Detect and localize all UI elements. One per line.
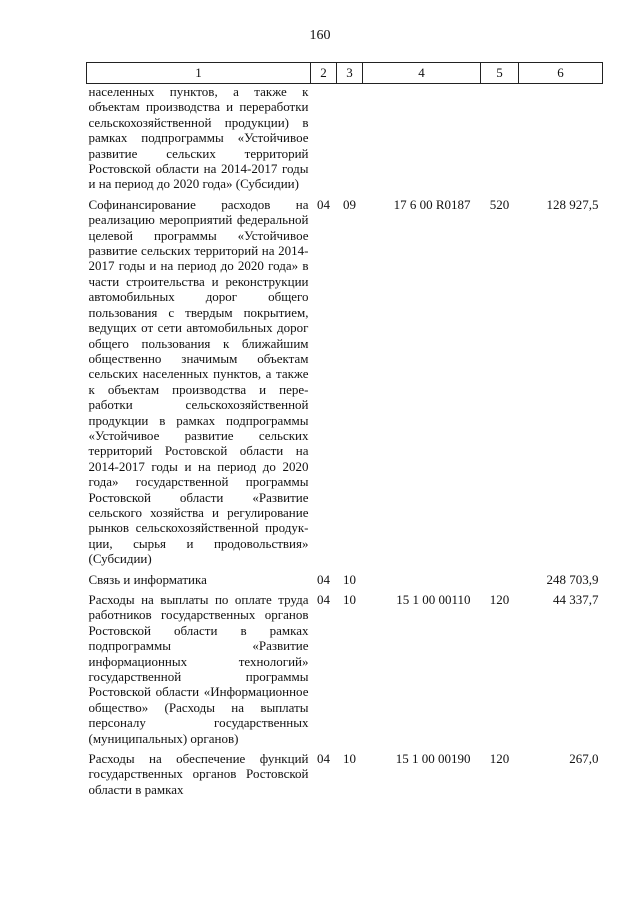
row-expense-type	[481, 572, 519, 592]
row-expense-type: 120	[489, 592, 510, 607]
row-description: Расходы на выплаты по оплате труда работников государственных органов Ростовской области в рамках подпрограммы «Развитие информационных технологий» государственной программы Ростовской области «Информационное общество» (Расходы на выплаты персоналу государственных (муниципальных) органов)	[88, 592, 309, 746]
row-expense-type: 520	[489, 196, 510, 212]
row-subsection	[337, 84, 363, 197]
row-target-article	[363, 572, 481, 592]
row-section: 04	[317, 592, 330, 607]
row-subsection: 09	[343, 196, 356, 212]
row-target-article: 17 6 00 R0187	[393, 196, 471, 212]
row-description: Софинансирование расходов на реализацию мероприятий федеральной целевой программы «Устойчивое развитие сельских территорий на 2014-2017 годы и на период до 2020 года» в части строительства и реконструкции автомобильных дорог общего пользования с твердым покрытием, ведущих от сети автомобильных дорог общего пользования к ближайшим общественно значимым объектам сельских населенных пунктов, а также к объектам производства и переработки сельскохозяйственной продукции в рамках подпрограммы «Устойчивое развитие сельских территорий Ростовской области на 2014-2017 годы и на период до 2020 года» государственной программы Ростовской области «Развитие сельского хозяйства и регулирование рынков сельскохозяйственной продукции, сырья и продовольствия» (Субсидии)	[88, 196, 309, 567]
row-amount	[519, 84, 603, 197]
column-header-5: 5	[481, 63, 519, 84]
row-description: Связь и информатика	[88, 571, 207, 587]
row-section: 04	[317, 196, 330, 212]
page-number: 160	[309, 28, 331, 43]
row-target-article: 15 1 00 00110	[396, 592, 471, 607]
row-target-article	[363, 84, 481, 197]
row-subsection: 10	[343, 571, 356, 587]
table-row	[87, 197, 603, 572]
row-description: Расходы на обеспечение функций государственных органов Ростовской области в рамках	[88, 751, 309, 797]
column-header-3: 3	[337, 63, 363, 84]
row-subsection: 10	[343, 751, 356, 767]
column-header-2: 2	[311, 63, 337, 84]
row-amount: 248 703,9	[546, 571, 599, 587]
row-amount: 44 337,7	[553, 592, 599, 607]
row-subsection: 10	[343, 592, 356, 607]
row-section	[311, 84, 337, 197]
table-row	[87, 572, 603, 592]
row-amount: 128 927,5	[546, 196, 599, 212]
column-number-header	[87, 63, 603, 84]
row-expense-type	[481, 84, 519, 197]
row-section: 04	[317, 571, 330, 587]
row-description: населенных пунктов, а также к объектам производства и переработки сельскохозяйственной продукции) в рамках подпрограммы «Устойчивое развитие сельских территорий Ростовской области на 2014-2017 годы и на период до 2020 года» (Субсидии)	[88, 84, 309, 192]
budget-table	[86, 62, 603, 800]
row-expense-type: 120	[489, 751, 510, 767]
row-section: 04	[317, 751, 330, 767]
column-header-1: 1	[87, 63, 311, 84]
table-row	[87, 592, 603, 751]
column-header-6: 6	[519, 63, 603, 84]
column-header-4: 4	[363, 63, 481, 84]
row-amount: 267,0	[569, 751, 599, 767]
table-row	[87, 751, 603, 800]
table-row	[87, 84, 603, 197]
row-target-article: 15 1 00 00190	[395, 751, 471, 767]
